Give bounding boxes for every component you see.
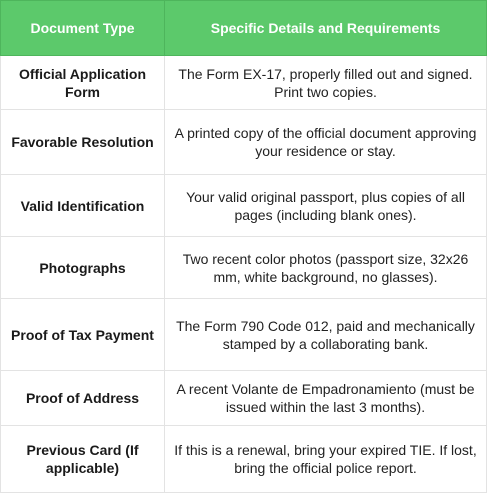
document-type-cell: Favorable Resolution xyxy=(1,110,165,175)
details-cell: A recent Volante de Empadronamiento (must be issued within the last 3 months). xyxy=(165,371,487,426)
table-row xyxy=(1,371,487,426)
table-row xyxy=(1,299,487,371)
document-type-cell: Photographs xyxy=(1,237,165,299)
table-row xyxy=(1,237,487,299)
details-cell: Two recent color photos (passport size, 32x26 mm, white background, no glasses). xyxy=(165,237,487,299)
table-header-row xyxy=(1,1,487,56)
document-type-cell: Official Application Form xyxy=(1,56,165,110)
details-cell: If this is a renewal, bring your expired TIE. If lost, bring the official police report. xyxy=(165,426,487,493)
details-cell: The Form EX-17, properly filled out and signed. Print two copies. xyxy=(165,56,487,110)
document-type-cell: Proof of Address xyxy=(1,371,165,426)
document-type-cell: Previous Card (If applicable) xyxy=(1,426,165,493)
header-details: Specific Details and Requirements xyxy=(165,1,487,56)
header-document-type: Document Type xyxy=(1,1,165,56)
details-cell: Your valid original passport, plus copies of all pages (including blank ones). xyxy=(165,175,487,237)
details-cell: The Form 790 Code 012, paid and mechanically stamped by a collaborating bank. xyxy=(165,299,487,371)
document-type-cell: Proof of Tax Payment xyxy=(1,299,165,371)
details-cell: A printed copy of the official document approving your residence or stay. xyxy=(165,110,487,175)
table-row xyxy=(1,426,487,493)
table-row xyxy=(1,56,487,110)
document-type-cell: Valid Identification xyxy=(1,175,165,237)
table-row xyxy=(1,175,487,237)
table-row xyxy=(1,110,487,175)
